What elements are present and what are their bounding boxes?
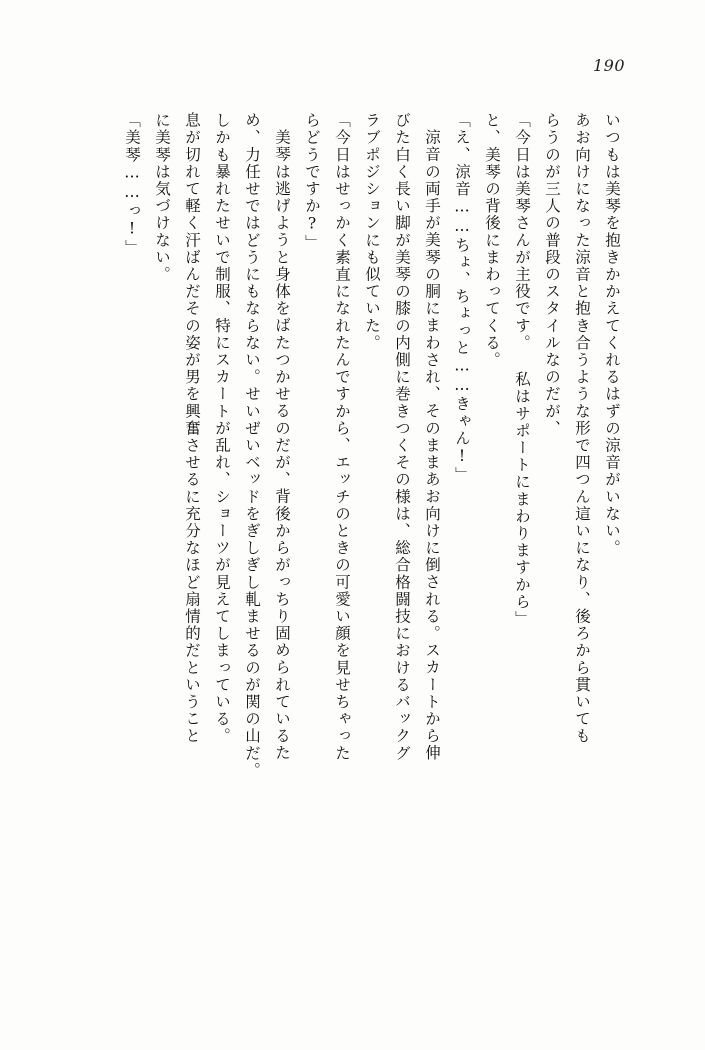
text-line: 「美琴……っ!」 xyxy=(123,112,141,257)
text-line: らうのが三人の普段のスタイルなのだが、 xyxy=(543,112,561,437)
text-line: あお向けになった涼音と抱き合うような形で四つん這いになり、後ろから貫いても xyxy=(573,112,591,745)
text-line: ラブポジションにも似ていた。 xyxy=(363,112,381,352)
text-line: 「今日は美琴さんが主役です。 私はサポートにまわりますから」 xyxy=(513,112,531,628)
text-line: 「今日はせっかく素直になれたんですから、エッチのときの可愛い顔を見せちゃった xyxy=(333,112,351,762)
page-number: 190 xyxy=(592,56,625,75)
text-line: しかも暴れたせいで制服、特にスカートが乱れ、ショーツが見えてしまっている。 xyxy=(213,112,231,745)
text-line: に美琴は気づけない。 xyxy=(153,112,171,283)
text-line: らどうですか?」 xyxy=(303,112,321,252)
vertical-text-block xyxy=(78,112,627,954)
text-line: 美琴は逃げようと身体をばたつかせるのだが、背後からがっちり固められているた xyxy=(273,129,291,762)
text-line: と、美琴の背後にまわってくる。 xyxy=(483,112,501,369)
text-line: いつもは美琴を抱きかかえてくれるはずの涼音がいない。 xyxy=(603,112,621,557)
text-line: びた白く長い脚が美琴の膝の内側に巻きつくその様は、総合格闘技におけるバックグ xyxy=(393,112,411,762)
text-line: 「え、涼音……ちょ、ちょっと……きゃん!」 xyxy=(453,112,471,484)
text-line: め、力任せではどうにもならない。せいぜいベッドをぎしぎし軋ませるのが関の山だ。 xyxy=(243,112,261,779)
text-line: 涼音の両手が美琴の胴にまわされ、そのままあお向けに倒される。スカートから伸 xyxy=(423,129,441,762)
text-line: 息が切れて軽く汗ばんだその姿が男を興奮させるに充分なほど扇情的だということ xyxy=(183,112,201,745)
